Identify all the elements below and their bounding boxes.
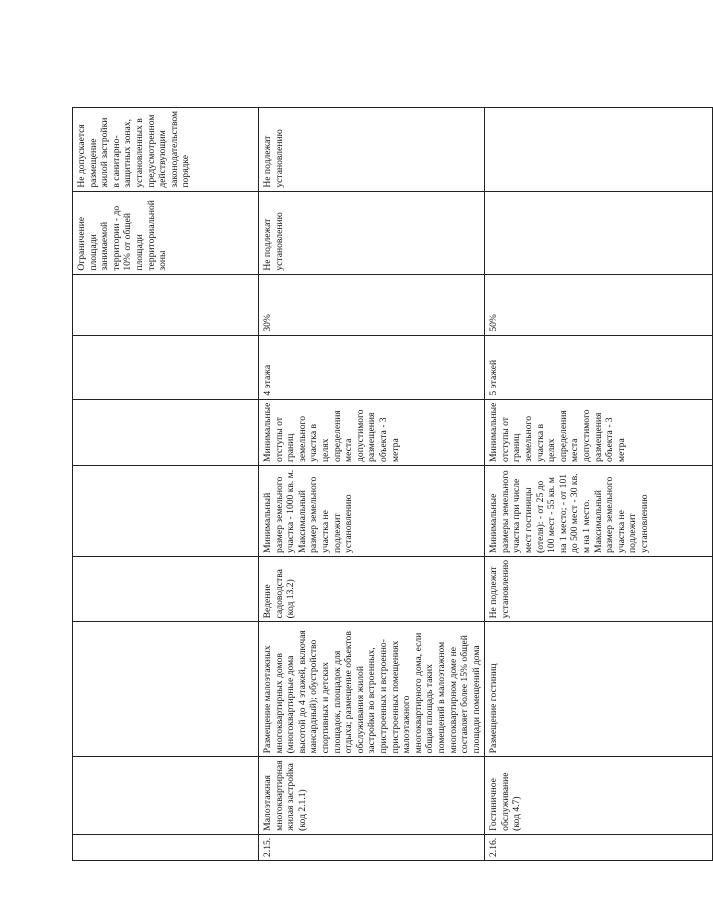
cell-plot-size: Минимальные размеры земельного участка при числе мест гостиницы (отеля): - от 25 до 100 мест - 55 кв. м на 1 место; - от 101 до 500 мест - 30 кв. м на 1 место. Максимальный размер земельного участка не подлежит установлению <box>485 465 713 556</box>
zoning-table <box>72 107 713 861</box>
cell-description: Размещение гостиниц <box>485 622 713 757</box>
cell-use-type: Малоэтажная многоквартирная жилая застройка (код 2.1.1) <box>259 757 485 834</box>
cell-plot-size: Минимальный размер земельного участка - 1000 кв. м. Максимальный размер земельного участка не подлежит установлению <box>259 465 485 556</box>
cell-setback: Минимальные отступы от границ земельного участка в целях определения места допустимого размещения объекта - 3 метра <box>259 399 485 465</box>
cell-plot-size <box>73 465 259 556</box>
cell-coverage <box>73 274 259 335</box>
cell-coverage: 50% <box>485 274 713 335</box>
cell-conditional-use: Не подлежат установлению <box>485 556 713 621</box>
cell-description <box>73 622 259 757</box>
cell-setback <box>73 399 259 465</box>
cell-floors: 4 этажа <box>259 335 485 399</box>
cell-number: 2.16. <box>485 834 713 860</box>
cell-restriction <box>485 191 713 274</box>
table-row <box>73 107 259 860</box>
cell-coverage: 30% <box>259 274 485 335</box>
cell-use-type <box>73 757 259 834</box>
cell-note: Не допускается размещение жилой застройки в санитарно-защитных зонах, установленных в предусмотренном действующим законодательством порядке <box>73 107 259 191</box>
cell-note: Не подлежат установлению <box>259 107 485 191</box>
table-row <box>485 107 713 860</box>
cell-restriction: Не подлежат установлению <box>259 191 485 274</box>
cell-restriction: Ограничение площади занимаемой территории - до 10% от общей площади территориальной зоны <box>73 191 259 274</box>
table-row <box>259 107 485 860</box>
cell-note <box>485 107 713 191</box>
cell-setback: Минимальные отступы от границ земельного участка в целях определения места допустимого размещения объекта - 3 метра <box>485 399 713 465</box>
cell-conditional-use <box>73 556 259 621</box>
cell-conditional-use: Ведение садоводства (код 13.2) <box>259 556 485 621</box>
cell-number: 2.15. <box>259 834 485 860</box>
cell-number <box>73 834 259 860</box>
cell-description: Размещение малоэтажных многоквартирных домов (многоквартирные дома высотой до 4 этажей, включая мансардный); обустройство спортивных и детских площадок, площадок для отдыха; размещение объектов обслуживания жилой застройки во встроенных, пристроенных и встроенно-пристроенных помещениях малоэтажного многоквартирного дома, если общая площадь таких помещений в малоэтажном многоквартирном доме не составляет более 15% общей площади помещений дома <box>259 622 485 757</box>
cell-floors: 5 этажей <box>485 335 713 399</box>
cell-use-type: Гостиничное обслуживание (код 4.7) <box>485 757 713 834</box>
cell-floors <box>73 335 259 399</box>
